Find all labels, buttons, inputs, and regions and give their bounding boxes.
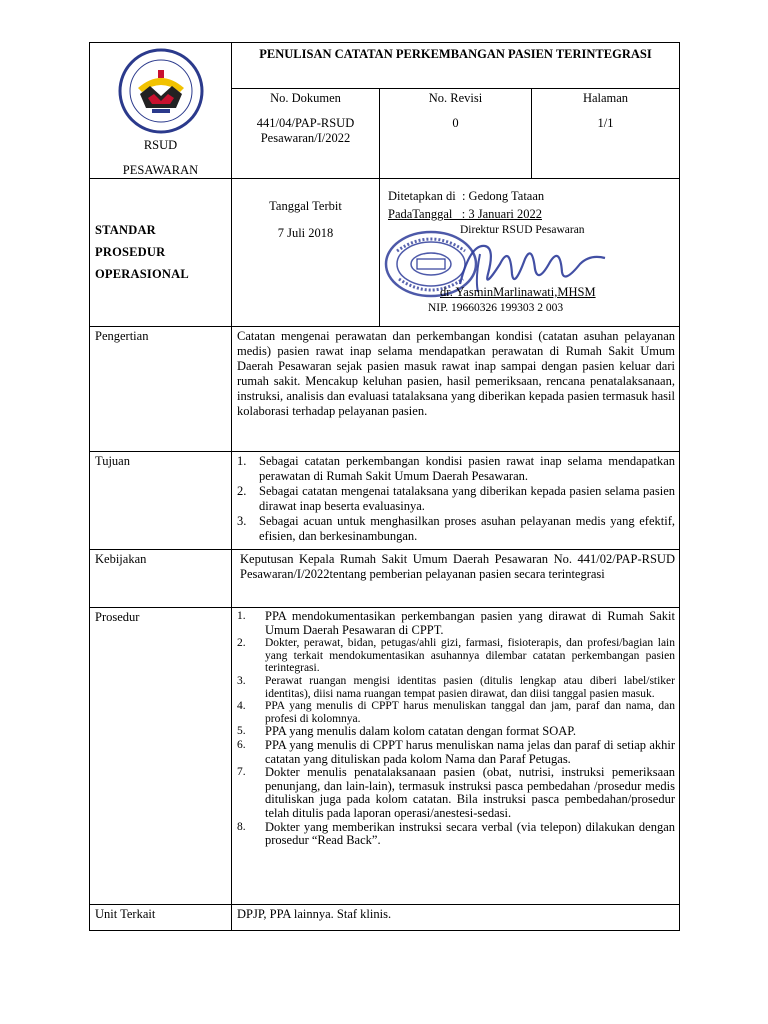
sop-table (89, 42, 680, 931)
revision-cell (380, 89, 532, 179)
document-title: PENULISAN CATATAN PERKEMBANGAN PASIEN TERINTEGRASI (232, 43, 680, 89)
list-item: 5. PPA yang menulis dalam kolom catatan dengan format SOAP. (237, 724, 576, 739)
list-item: 2. Sebagai catatan mengenai tatalaksana yang diberikan kepada pasien selama pasien dirawat inap beserta evaluasinya. (237, 484, 675, 513)
pengertian-text: Catatan mengenai perawatan dan perkembangan kondisi (catatan asuhan pelayanan medis) pasien rawat inap selama mendapatkan perawatan di Rumah Sakit Umum Daerah Pesawaran sejak pasien masuk rawat inap sampai dengan pasien keluar dari rumah sakit. Mencakup keluhan pasien, hasil pemeriksaan, rencana penatalaksanaan, instruksi, analisis dan evaluasi tatalaksana yang diberikan kepada pasien termasuk hasil kolaborasi terhadap pelayanan pasien. (232, 327, 680, 452)
page-cell (532, 89, 680, 179)
sop-document (89, 42, 679, 931)
kebijakan-text: Keputusan Kepala Rumah Sakit Umum Daerah Pesawaran No. 441/02/PAP-RSUD Pesawaran/I/2022tentang pemberian pelayanan pasien secara terintegrasi (232, 550, 680, 608)
list-item: 1. Sebagai catatan perkembangan kondisi pasien rawat inap selama mendapatkan perawatan di Rumah Sakit Umum Daerah Pesawaran. (237, 454, 675, 483)
kebijakan-label: Kebijakan (90, 550, 232, 608)
sop-label-cell (90, 179, 232, 327)
director-nip: NIP. 19660326 199303 2 003 (428, 302, 564, 314)
list-item: 1. PPA mendokumentasikan perkembangan pasien yang dirawat di Rumah Sakit Umum Daerah Pesawaran di CPPT. (237, 609, 675, 637)
sop-line1: STANDAR (95, 223, 156, 237)
doc-number-label: No. Dokumen (270, 91, 341, 106)
director-title: Direktur RSUD Pesawaran (460, 224, 585, 236)
revision-value: 0 (452, 116, 459, 131)
pengertian-label: Pengertian (90, 327, 232, 452)
page-value: 1/1 (597, 116, 614, 131)
doc-number-cell (232, 89, 380, 179)
approval-cell (380, 179, 680, 327)
doc-number-value: 441/04/PAP-RSUD Pesawaran/I/2022 (256, 116, 355, 146)
tujuan-label: Tujuan (90, 452, 232, 550)
list-item: 7. Dokter menulis penatalaksanaan pasien (obat, nutrisi, instruksi pemeriksaan penunjang, dan lain-lain), termasuk instruksi pasca pembedahan /prosedur medis dituliskan juga pada kolom catatan. Bila instruksi pasca pembedahan/prosedur telah ditulis pada laporan operasi/anestesi-sedasi. (237, 765, 675, 820)
hospital-logo-icon (118, 48, 204, 134)
list-item: 8. Dokter yang memberikan instruksi secara verbal (via telepon) dilakukan dengan prosedur “Read Back”. (237, 819, 675, 848)
sop-line2: PROSEDUR (95, 245, 166, 259)
director-name: dr. YasminMarlinawati,MHSM (440, 285, 596, 299)
tujuan-list (237, 454, 675, 544)
hospital-name-line1: RSUD (143, 138, 178, 152)
revision-label: No. Revisi (428, 91, 483, 106)
hospital-name-line2: PESAWARAN (122, 163, 199, 177)
prosedur-label: Prosedur (90, 608, 232, 905)
list-item: 6. PPA yang menulis di CPPT harus menuliskan nama jelas dan paraf di setiap akhir catatan yang dituliskan pada kolom Nama dan Paraf Petugas. (237, 737, 675, 766)
tujuan-cell (232, 452, 680, 550)
sop-line3: OPERASIONAL (95, 267, 189, 281)
unit-text: DPJP, PPA lainnya. Staf klinis. (232, 905, 680, 931)
list-item: 2. Dokter, perawat, bidan, petugas/ahli gizi, farmasi, fisioterapis, dan profesi/bagian lain yang terkait mendokumentasikan asuhannya dilembar catatan perkembangan pasien terintegrasi. (237, 637, 675, 675)
issue-date-value: 7 Juli 2018 (277, 226, 334, 240)
unit-label: Unit Terkait (90, 905, 232, 931)
list-item: 3. Perawat ruangan mengisi identitas pasien (ditulis lengkap atau diberi label/stiker identitas), diisi nama ruangan tempat pasien dirawat, dan diisi tanggal pasien masuk. (237, 674, 675, 700)
page-label: Halaman (582, 91, 629, 106)
approval-date: PadaTanggal : 3 Januari 2022 (388, 207, 542, 221)
list-item: 4. PPA yang menulis di CPPT harus menuliskan tanggal dan jam, paraf dan nama, dan profesi di kolomnya. (237, 700, 675, 725)
prosedur-list (237, 610, 675, 848)
issue-date-label: Tanggal Terbit (269, 199, 342, 213)
list-item: 3. Sebagai acuan untuk menghasilkan proses asuhan pelayanan medis yang efektif, efisien, dan berkesinambungan. (237, 514, 675, 543)
approval-place: Ditetapkan di : Gedong Tataan (388, 189, 545, 203)
issue-date-cell (232, 179, 380, 327)
logo-cell (90, 43, 232, 179)
prosedur-cell (232, 608, 680, 905)
